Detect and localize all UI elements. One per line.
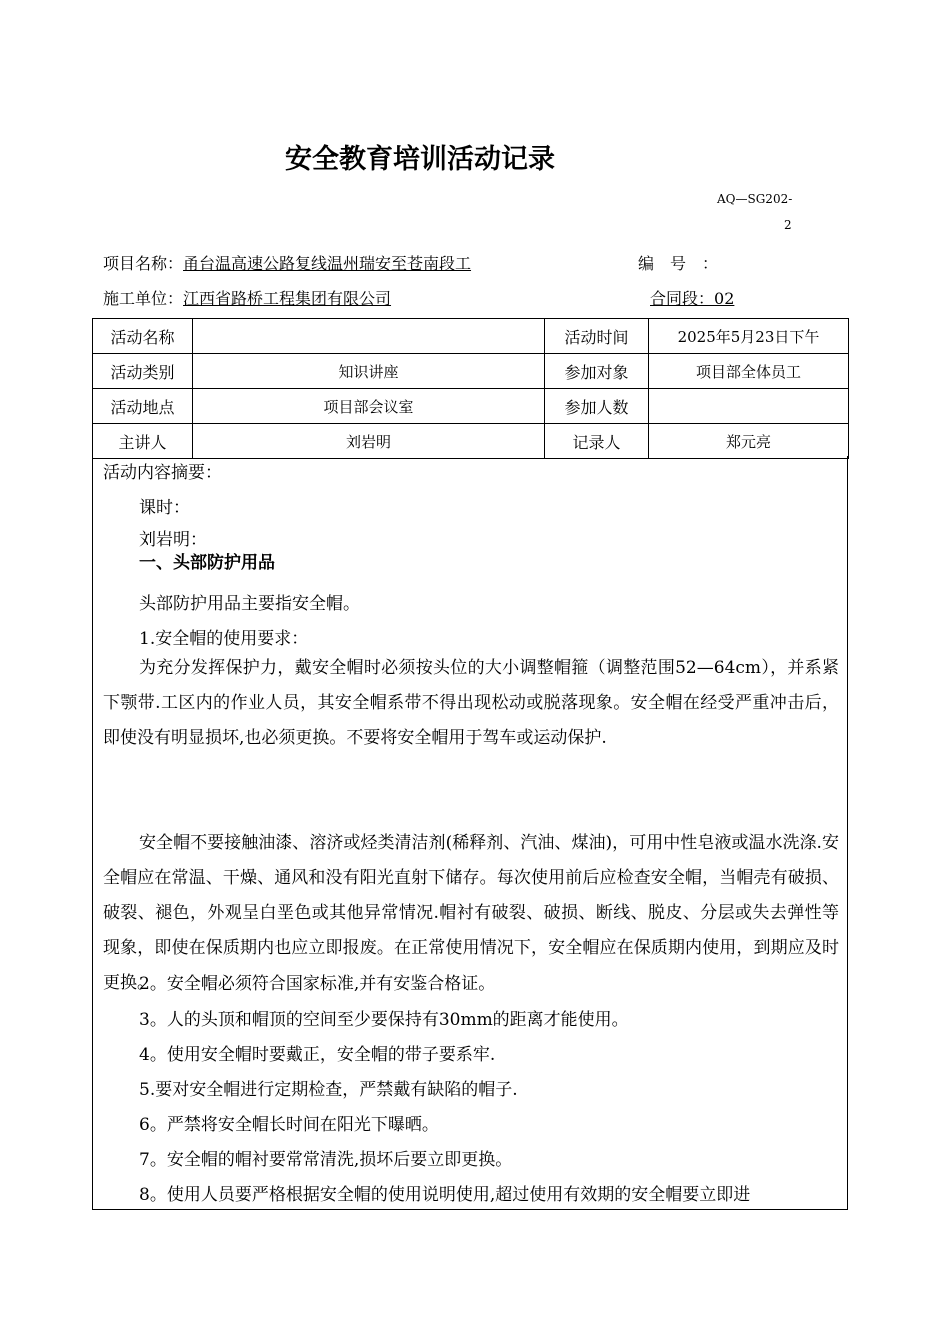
participant-count-value <box>649 389 849 424</box>
list-item: 7。安全帽的帽衬要常常清洗,损坏后要立即更换。 <box>139 1150 513 1170</box>
list-item: 3。人的头顶和帽顶的空间至少要保持有30mm的距离才能使用。 <box>139 1010 629 1030</box>
list-item: 5.要对安全帽进行定期检查，严禁戴有缺陷的帽子. <box>139 1080 518 1100</box>
unit-row <box>103 286 393 309</box>
list-item: 2。安全帽必须符合国家标准,并有安鉴合格证。 <box>139 974 496 994</box>
activity-name-value <box>193 319 545 354</box>
activity-place-value: 项目部会议室 <box>193 389 545 424</box>
speaker-value: 刘岩明 <box>193 424 545 459</box>
project-label: 项目名称： <box>103 254 184 273</box>
table-row <box>93 319 849 354</box>
list-item: 6。严禁将安全帽长时间在阳光下曝晒。 <box>139 1115 439 1135</box>
paragraph: 安全帽不要接触油漆、溶济或烃类清洁剂(稀释剂、汽油、煤油)，可用中性皂液或温水洗涤.安全帽应在常温、干燥、通风和没有阳光直射下储存。每次使用前后应检查安全帽，当帽壳有破损、破裂、褪色，外观呈白垩色或其他异常情况.帽衬有破裂、破损、断线、脱皮、分层或失去弹性等现象，即使在保质期内也应立即报废。在正常使用情况下，安全帽应在保质期内使用，到期应及时更换。 <box>103 833 839 993</box>
recorder-value: 郑元亮 <box>649 424 849 459</box>
contract-label: 合同段： <box>650 289 715 308</box>
table-row <box>93 389 849 424</box>
document-number-suffix: 2 <box>784 218 792 232</box>
summary-label: 活动内容摘要： <box>103 463 222 483</box>
project-row <box>103 251 471 274</box>
project-name: 甬台温高速公路复线温州瑞安至苍南段工 <box>183 254 472 273</box>
activity-place-label: 活动地点 <box>93 389 193 424</box>
unit-label: 施工单位： <box>103 289 184 308</box>
hours-label: 课时： <box>139 498 190 518</box>
activity-time-label: 活动时间 <box>545 319 649 354</box>
contract-value: 02 <box>714 289 735 308</box>
recorder-label: 记录人 <box>545 424 649 459</box>
activity-type-label: 活动类别 <box>93 354 193 389</box>
unit-name: 江西省路桥工程集团有限公司 <box>183 289 392 308</box>
document-title: 安全教育培训活动记录 <box>285 144 555 175</box>
contract-row <box>650 286 734 309</box>
activity-type-value: 知识讲座 <box>193 354 545 389</box>
activity-info-table <box>92 318 849 459</box>
paragraph: 1.安全帽的使用要求： <box>139 629 309 649</box>
number-label: 编 号 ： <box>638 254 719 273</box>
content-summary-box <box>92 456 848 1210</box>
participants-value: 项目部全体员工 <box>649 354 849 389</box>
list-item: 8。使用人员要严格根据安全帽的使用说明使用,超过使用有效期的安全帽要立即进 <box>139 1185 751 1205</box>
participant-count-label: 参加人数 <box>545 389 649 424</box>
section-heading: 一、头部防护用品 <box>139 553 275 573</box>
activity-time-value: 2025年5月23日下午 <box>649 319 849 354</box>
document-number: AQ—SG202- <box>717 192 793 206</box>
activity-name-label: 活动名称 <box>93 319 193 354</box>
speaker-label: 主讲人 <box>93 424 193 459</box>
table-row <box>93 424 849 459</box>
paragraph: 为充分发挥保护力，戴安全帽时必须按头位的大小调整帽箍（调整范围52—64cm），并系紧下颚带.工区内的作业人员，其安全帽系带不得出现松动或脱落现象。安全帽在经受严重冲击后，即使没有明显损坏,也必须更换。不要将安全帽用于驾车或运动保护. <box>103 658 839 748</box>
speaker-line: 刘岩明： <box>139 530 207 550</box>
participants-label: 参加对象 <box>545 354 649 389</box>
list-item: 4。使用安全帽时要戴正，安全帽的带子要系牢. <box>139 1045 496 1065</box>
table-row <box>93 354 849 389</box>
paragraph: 头部防护用品主要指安全帽。 <box>139 594 360 614</box>
